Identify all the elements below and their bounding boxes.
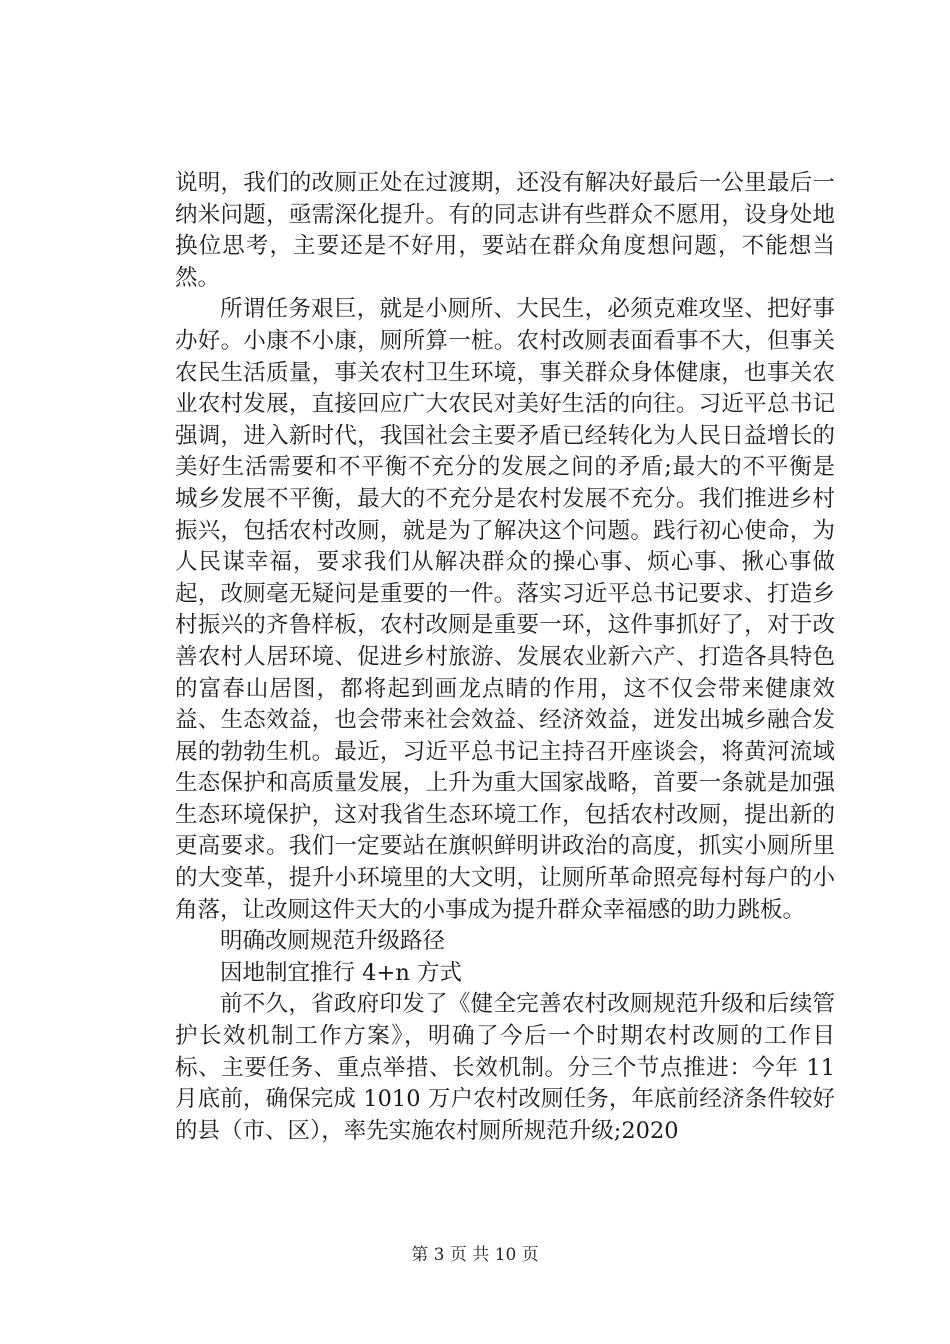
- paragraph-plan: 前不久，省政府印发了《健全完善农村改厕规范升级和后续管护长效机制工作方案》，明确了今后一个时期农村改厕的工作目标、主要任务、重点举措、长效机制。分三个节点推进：今年 11 月底前，确保完成 1010 万户农村改厕任务，年底前经济条件较好的县（市、区），率先实施农村厕所规范升级;2020: [175, 991, 835, 1144]
- section-heading: 明确改厕规范升级路径: [220, 928, 446, 955]
- paragraph-task: 所谓任务艰巨，就是小厕所、大民生，必须克难攻坚、把好事办好。小康不小康，厕所算一桩。农村改厕表面看事不大，但事关农民生活质量，事关农村卫生环境，事关群众身体健康，也事关农业农村发展，直接回应广大农民对美好生活的向往。习近平总书记强调，进入新时代，我国社会主要矛盾已经转化为人民日益增长的美好生活需要和不平衡不充分的发展之间的矛盾;最大的不平衡是城乡发展不平衡，最大的不充分是农村发展不充分。我们推进乡村振兴，包括农村改厕，就是为了解决这个问题。践行初心使命，为人民谋幸福，要求我们从解决群众的操心事、烦心事、揪心事做起，改厕毫无疑问是重要的一件。落实习近平总书记要求、打造乡村振兴的齐鲁样板，农村改厕是重要一环，这件事抓好了，对于改善农村人居环境、促进乡村旅游、发展农业新六产、打造各具特色的富春山居图，都将起到画龙点睛的作用，这不仅会带来健康效益、生态效益，也会带来社会效益、经济效益，迸发出城乡融合发展的勃勃生机。最近，习近平总书记主持召开座谈会，将黄河流域生态保护和高质量发展，上升为重大国家战略，首要一条就是加强生态环境保护，这对我省生态环境工作，包括农村改厕，提出新的更高要求。我们一定要站在旗帜鲜明讲政治的高度，抓实小厕所里的大变革，提升小环境里的大文明，让厕所革命照亮每村每户的小角落，让改厕这件天大的小事成为提升群众幸福感的助力跳板。: [175, 296, 835, 923]
- page-number-footer: 第 3 页 共 10 页: [411, 1245, 539, 1265]
- paragraph-continuation: 说明，我们的改厕正处在过渡期，还没有解决好最后一公里最后一纳米问题，亟需深化提升。有的同志讲有些群众不愿用，设身处地换位思考，主要还是不好用，要站在群众角度想问题，不能想当然。: [175, 170, 835, 291]
- section-subheading: 因地制宜推行 4+n 方式: [220, 959, 462, 986]
- document-body: [175, 168, 835, 1147]
